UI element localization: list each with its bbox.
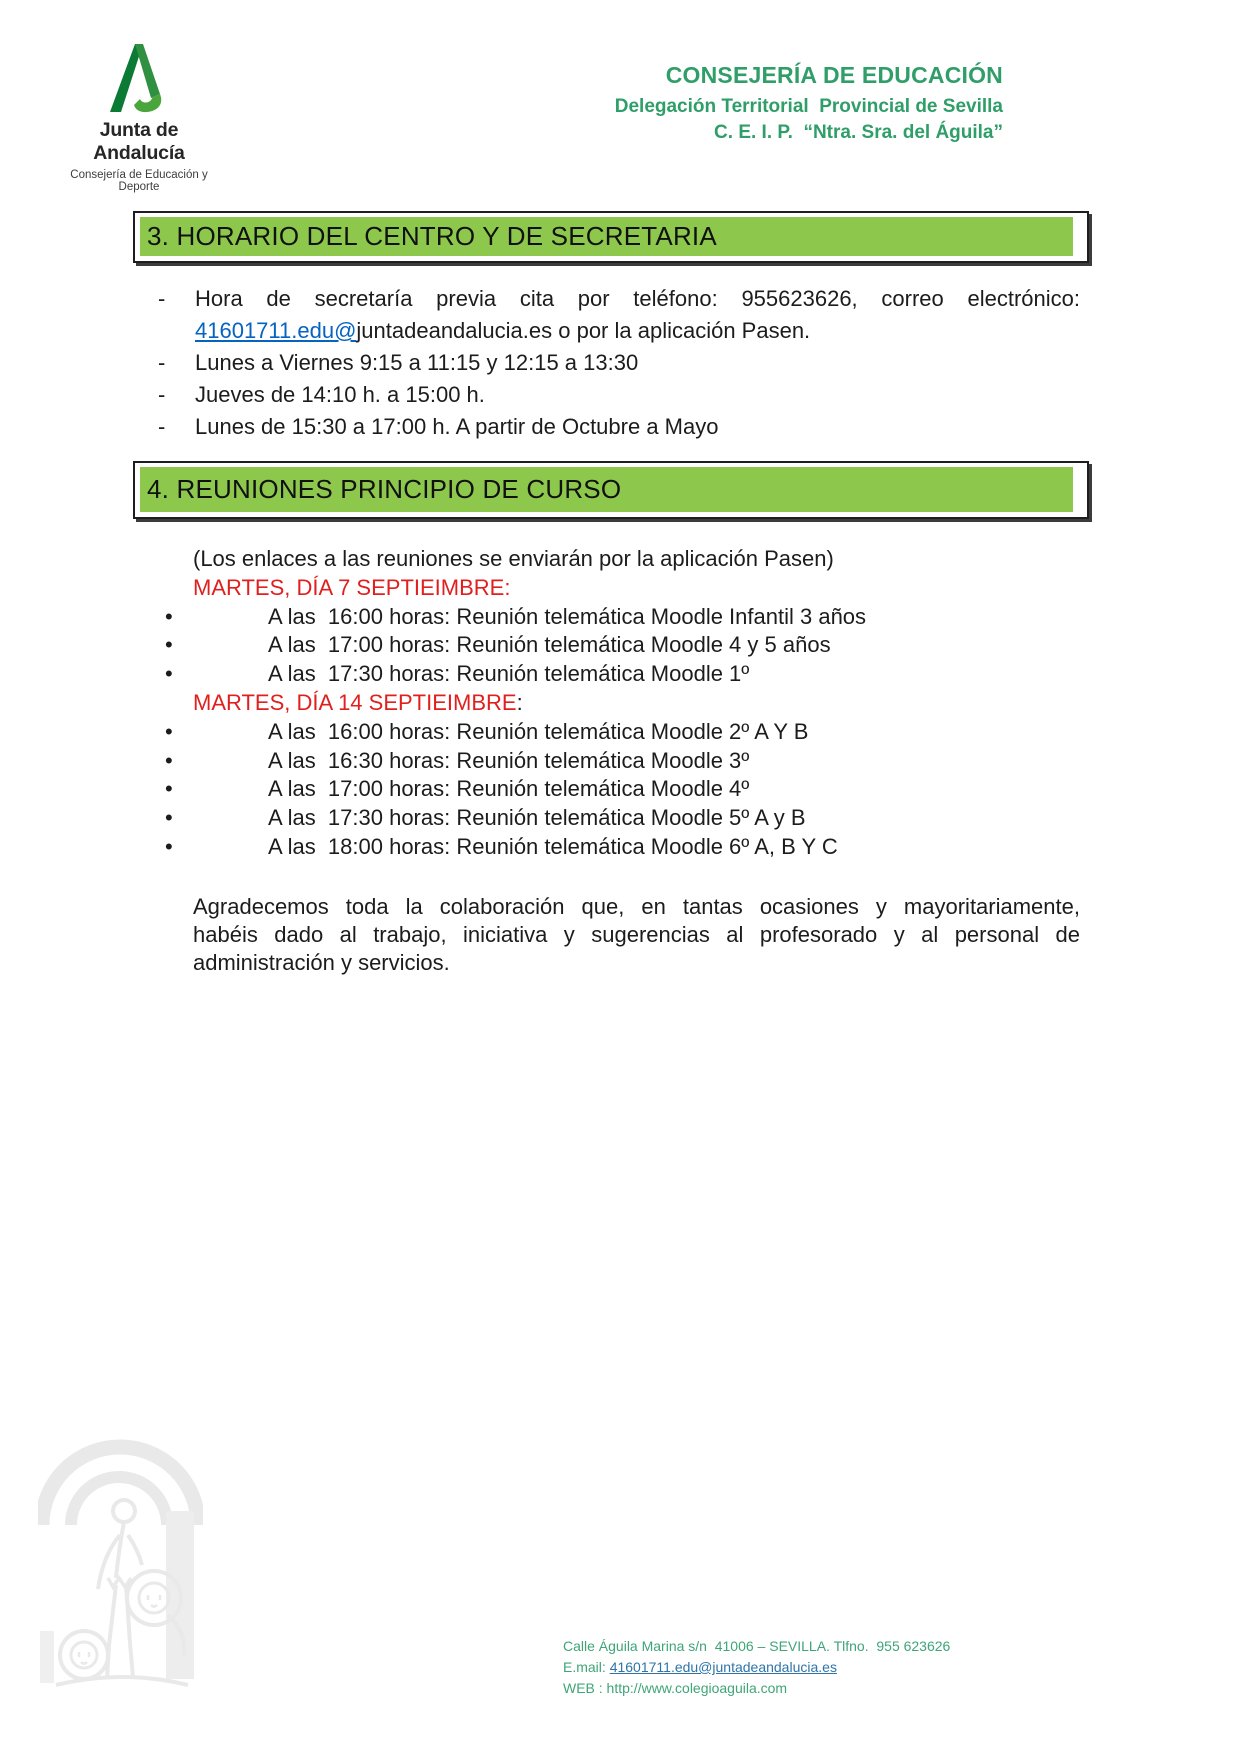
horario-lunes-tarde: Lunes de 15:30 a 17:00 h. A partir de Octubre a Mayo xyxy=(195,414,719,439)
closing-line: habéis dado al trabajo, iniciativa y sugerencias al profesorado y al personal de xyxy=(193,922,1080,947)
bullet-marker: • xyxy=(165,632,173,658)
list-item xyxy=(158,379,1080,411)
footer-email-link[interactable]: 41601711.edu@juntadeandalucia.es xyxy=(609,1659,837,1675)
horario-lunes-viernes: Lunes a Viernes 9:15 a 11:15 y 12:15 a 13:30 xyxy=(195,350,639,375)
logo-sub-text: Consejería de Educación y Deporte xyxy=(70,169,208,193)
meeting-6abc: A las 18:00 horas: Reunión telemática Moodle 6º A, B Y C xyxy=(268,833,838,859)
list-item xyxy=(165,660,1080,689)
list-item xyxy=(158,347,1080,379)
meeting-infantil-3: A las 16:00 horas: Reunión telemática Moodle Infantil 3 años xyxy=(268,603,867,629)
list-item xyxy=(165,603,1080,632)
bullet-marker: • xyxy=(165,603,173,629)
day1-heading xyxy=(165,574,1080,603)
meeting-4-5: A las 17:00 horas: Reunión telemática Moodle 4 y 5 años xyxy=(268,632,831,658)
bullet-marker: • xyxy=(165,661,173,687)
day2-heading-colon: : xyxy=(516,689,523,715)
list-item xyxy=(165,631,1080,660)
list-item xyxy=(165,747,1080,776)
secretaria-line1: Hora de secretaría previa cita por teléfono: 955623626, correo electrónico: xyxy=(195,286,1080,311)
footer-contact-block xyxy=(563,1636,950,1699)
meeting-5ab: A las 17:30 horas: Reunión telemática Moodle 5º A y B xyxy=(268,805,806,831)
list-item xyxy=(165,804,1080,833)
logo-brand-text: Junta de Andalucía xyxy=(93,119,185,164)
bullet-marker: • xyxy=(165,718,173,744)
list-item xyxy=(158,283,1080,347)
closing-paragraph xyxy=(193,893,1080,977)
closing-line: Agradecemos toda la colaboración que, en tantas ocasiones y mayoritariamente, xyxy=(193,894,1080,919)
list-item xyxy=(158,411,1080,443)
hercules-emblem-watermark-icon xyxy=(38,1393,203,1698)
pasen-note: (Los enlaces a las reuniones se enviarán por la aplicación Pasen) xyxy=(193,546,834,571)
secretaria-line2-rest: juntadeandalucia.es o por la aplicación Pasen. xyxy=(356,318,811,343)
bullet-marker: • xyxy=(165,776,173,802)
footer-email-line xyxy=(563,1657,950,1678)
list-item xyxy=(165,718,1080,747)
org-heading xyxy=(615,62,1003,144)
bullet-marker: • xyxy=(165,833,173,859)
meeting-2ab: A las 16:00 horas: Reunión telemática Moodle 2º A Y B xyxy=(268,718,809,744)
section3-heading-box xyxy=(133,211,1089,263)
section3-list xyxy=(158,283,1080,443)
day2-heading xyxy=(165,689,1080,718)
junta-de-andalucia-logo xyxy=(64,42,214,193)
bullet-marker: • xyxy=(165,747,173,773)
org-line-consejeria: CONSEJERÍA DE EDUCACIÓN xyxy=(665,62,1003,88)
junta-logo-icon xyxy=(108,42,170,114)
dash-marker: - xyxy=(158,382,166,407)
org-line-delegacion: Delegación Territorial Provincial de Sevilla xyxy=(614,96,1003,117)
horario-jueves: Jueves de 14:10 h. a 15:00 h. xyxy=(195,382,485,407)
dash-marker: - xyxy=(158,286,166,311)
org-line-ceip: C. E. I. P. “Ntra. Sra. del Águila” xyxy=(714,122,1003,143)
section4-title: 4. REUNIONES PRINCIPIO DE CURSO xyxy=(140,467,1073,512)
day1-heading-text: MARTES, DÍA 7 SEPTIEIMBRE xyxy=(193,574,505,600)
dash-marker: - xyxy=(158,350,166,375)
meeting-1: A las 17:30 horas: Reunión telemática Moodle 1º xyxy=(268,661,750,687)
list-item xyxy=(165,775,1080,804)
section3-title: 3. HORARIO DEL CENTRO Y DE SECRETARIA xyxy=(140,217,1073,256)
closing-line: administración y servicios. xyxy=(193,950,450,975)
meeting-4: A las 17:00 horas: Reunión telemática Moodle 4º xyxy=(268,776,750,802)
day1-heading-colon: : xyxy=(504,574,511,600)
footer-email-label: E.mail: xyxy=(563,1659,610,1675)
footer-address: Calle Águila Marina s/n 41006 – SEVILLA. Tlfno. 955 623626 xyxy=(563,1638,951,1654)
dash-marker: - xyxy=(158,414,166,439)
section4-body xyxy=(165,545,1080,862)
footer-web: WEB : http://www.colegioaguila.com xyxy=(563,1680,788,1696)
meeting-3: A las 16:30 horas: Reunión telemática Moodle 3º xyxy=(268,747,750,773)
list-item xyxy=(165,833,1080,862)
day2-heading-text: MARTES, DÍA 14 SEPTIEIMBRE xyxy=(193,689,517,715)
secretaria-line2 xyxy=(195,315,1080,347)
section4-heading-box xyxy=(133,461,1089,519)
email-link[interactable]: 41601711.edu@ xyxy=(195,318,357,343)
bullet-marker: • xyxy=(165,805,173,831)
